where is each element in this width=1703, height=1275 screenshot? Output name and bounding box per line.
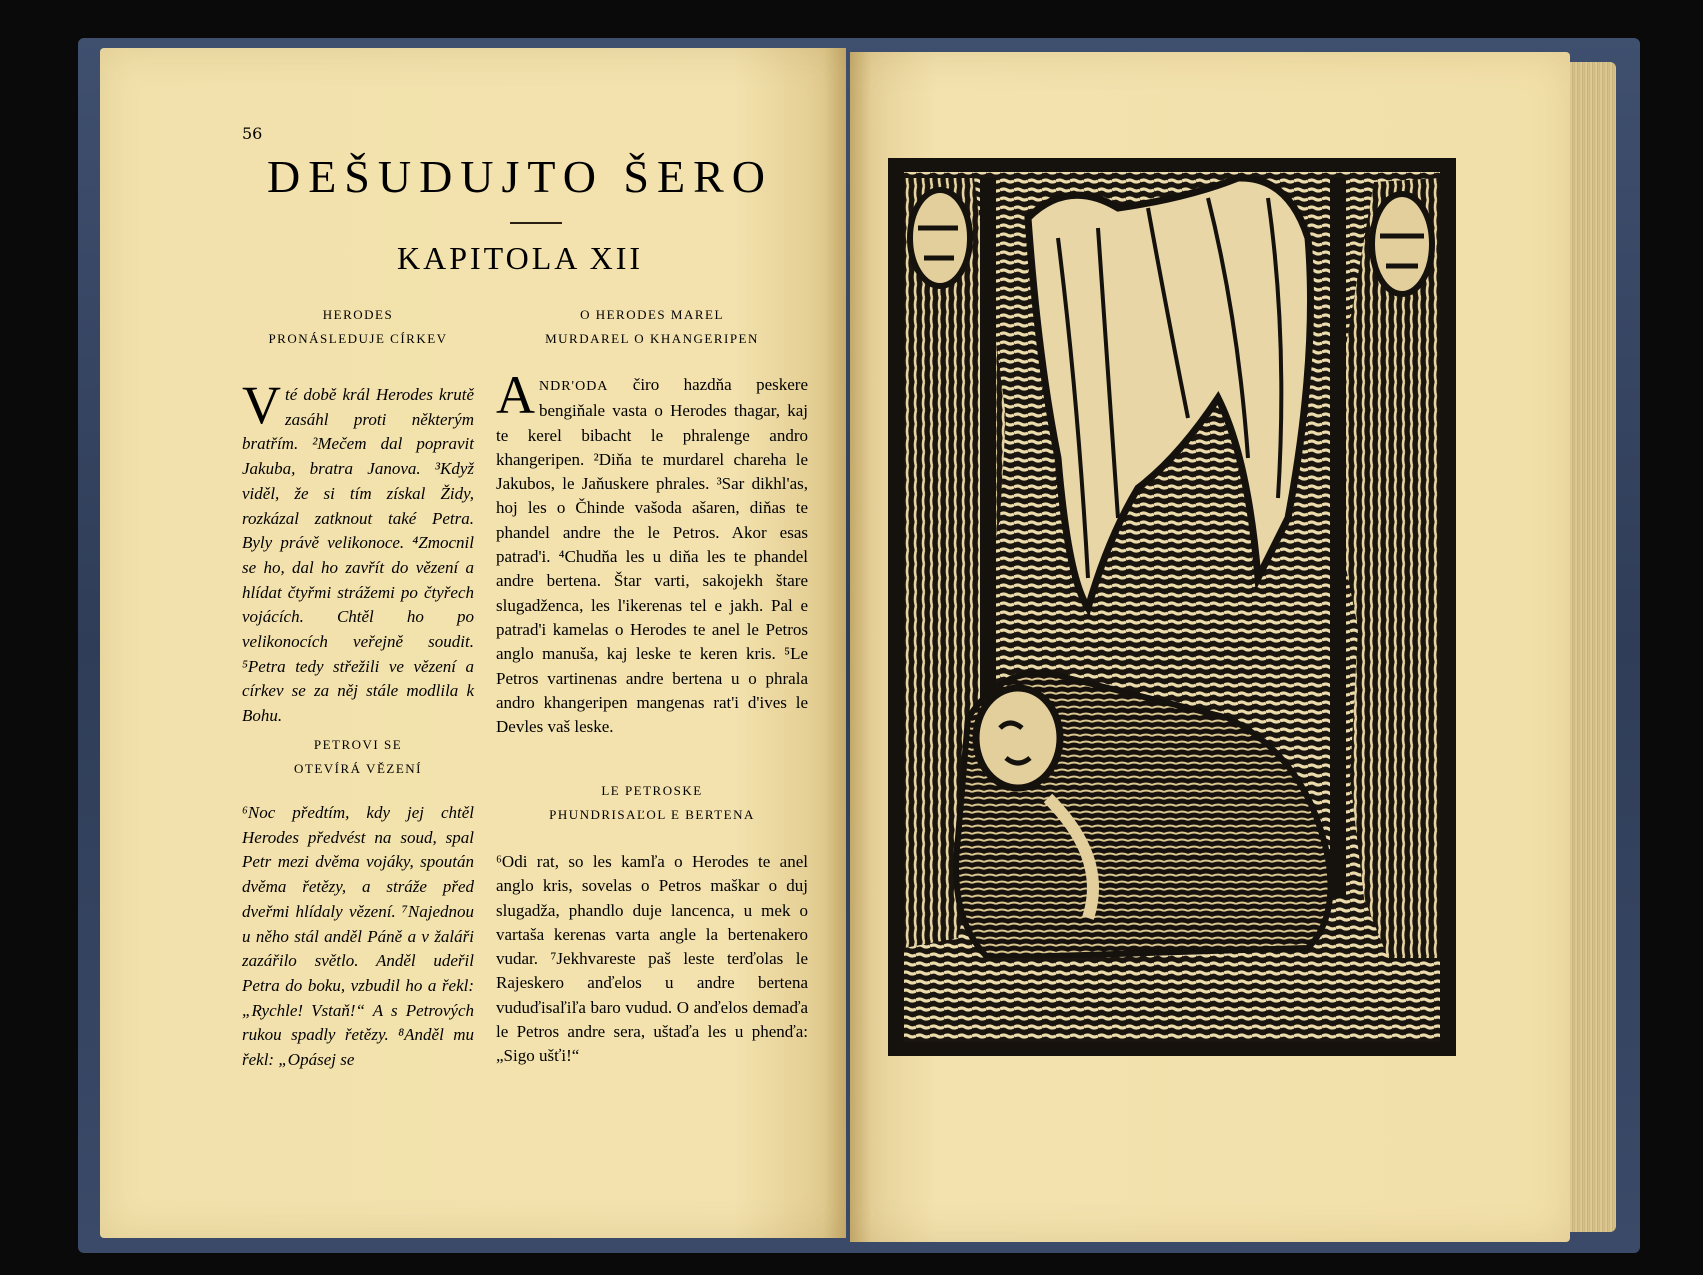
heading-line: LE PETROSKE — [601, 783, 703, 798]
romani-paragraph-1-text: čiro hazdňa peskere bengiňale vasta o Herodes thagar, kaj te kerel bibacht le phralenge andro khangeripen. ²Diňa te murdarel chareha le Jakubos, le Jaňuskere phrales. ³Sar dikhl'as, hoj les o Čhinde vašoda ašaren, diňas te phandel andre the le Petros. Akor esas patrad'i. ⁴Chudňa les u diňa les te phandel andre bertena. Štar varti, sakojekh štare slugadženca, les l'ikerenas tel e jakh. Pal e patrad'i kamelas o Herodes te anel le Petros anglo manuša, kaj leske te keren kris. ⁵Le Petros vartinenas andre bertena u o phrala andro khangeripen mangenas rat'i d'ives le Devles vaš leske. — [496, 375, 808, 737]
heading-line: MURDAREL O KHANGERIPEN — [545, 331, 759, 346]
page-number: 56 — [242, 124, 263, 143]
heading-line: O HERODES MAREL — [580, 307, 724, 322]
title-divider — [510, 222, 562, 224]
drop-cap: A — [496, 365, 535, 425]
czech-heading-2 — [242, 733, 474, 781]
romani-heading-2 — [496, 779, 808, 827]
romani-paragraph-1 — [496, 365, 808, 739]
woodcut-illustration — [888, 158, 1456, 1056]
woodcut-angel-icon — [888, 158, 1456, 1056]
czech-paragraph-2: ⁶Noc předtím, kdy jej chtěl Herodes předvést na soud, spal Petr mezi dvěma vojáky, spoután dvěma řetězy, a stráže před dveřmi hlídaly vězení. ⁷Najednou u něho stál anděl Páně a v žaláři zazářilo světlo. Anděl udeřil Petra do boku, vzbudil ho a řekl: „Rychle! Vstaň!“ A s Petrových rukou spadly řetězy. ⁸Anděl mu řekl: „Opásej se — [242, 803, 474, 1070]
heading-line: HERODES — [322, 307, 394, 322]
heading-line: PETROVI SE — [313, 737, 403, 752]
romani-paragraph-2: ⁶Odi rat, so les kamľa o Herodes te anel anglo kris, sovelas o Petros maškar o duj slugadža, phandlo duje lancenca, u mek o vartaša kerenas varta angle la bertenakero vudar. ⁷Jekhvareste paš leste terďolas le Rajeskero anďelos u andre bertena vuduďisaľiľa baro vudud. O anďelos demaďa le Petros andre sera, uštaďa les u phenďa: „Sigo ušťi!“ — [496, 852, 808, 1066]
page-edges — [1568, 62, 1616, 1232]
drop-cap: V — [242, 375, 281, 435]
romani-heading-1 — [496, 303, 808, 351]
heading-line: PHUNDRISAĽOL E BERTENA — [549, 807, 755, 822]
heading-line: PRONÁSLEDUJE CÍRKEV — [268, 331, 448, 346]
book-title: DEŠUDUJTO ŠERO — [266, 151, 774, 202]
czech-paragraph-1 — [242, 375, 474, 729]
chapter-title: KAPITOLA XII — [396, 240, 644, 276]
small-caps-lead: NDR'ODA — [539, 379, 609, 394]
czech-heading-1 — [242, 303, 474, 351]
heading-line: OTEVÍRÁ VĚZENÍ — [294, 761, 422, 776]
czech-paragraph-1-text: té době král Herodes krutě zasáhl proti některým bratřím. ²Mečem dal popravit Jakuba, bratra Janova. ³Když viděl, že si tím získal Židy, rozkázal zatknout také Petra. Byly právě velikonoce. ⁴Zmocnil se ho, dal ho zavřít do vězení a hlídat čtyřmi strážemi po čtyřech vojácích. Chtěl ho po velikonocích veřejně soudit. ⁵Petra tedy střežili ve vězení a církev se za něj stále modlila k Bohu. — [242, 385, 474, 726]
